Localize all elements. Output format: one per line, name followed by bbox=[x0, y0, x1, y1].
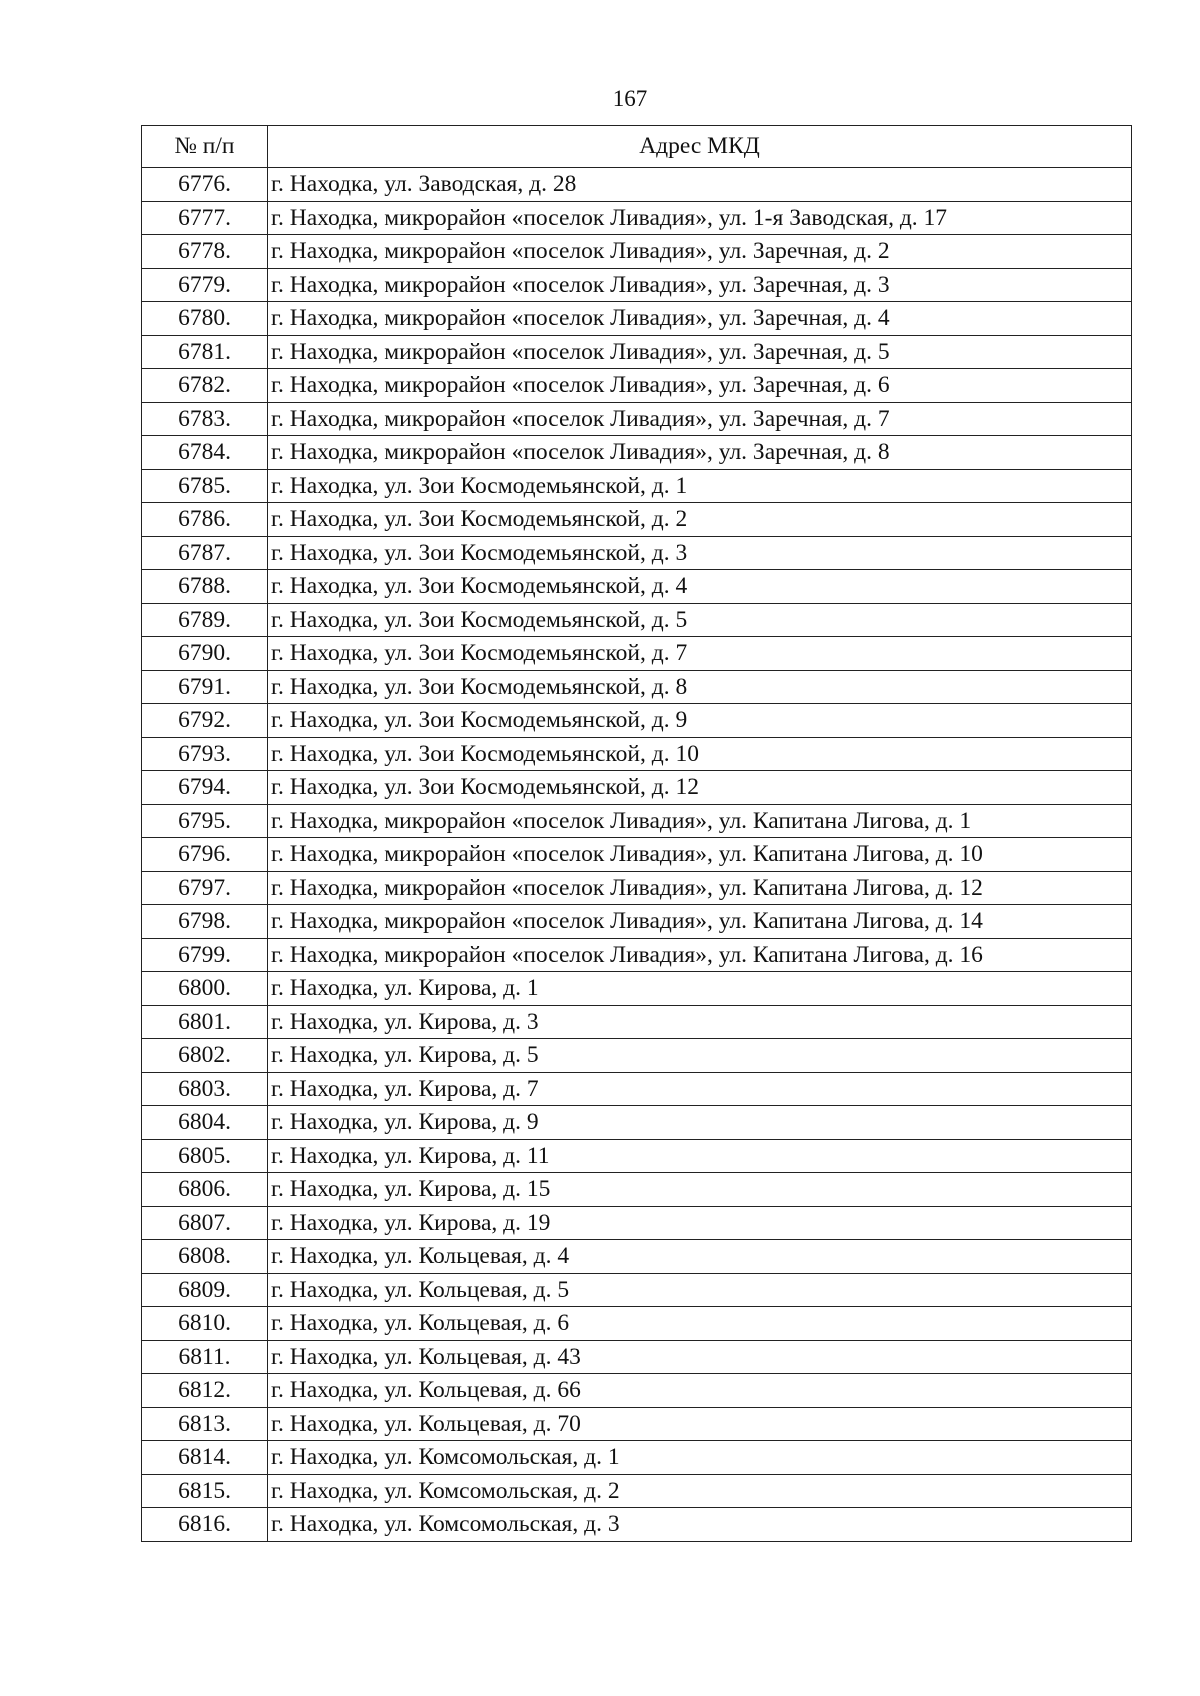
row-address: г. Находка, микрорайон «поселок Ливадия», ул. Капитана Лигова, д. 16 bbox=[268, 938, 1132, 972]
table-row bbox=[142, 905, 1132, 939]
row-address: г. Находка, ул. Кольцевая, д. 70 bbox=[268, 1407, 1132, 1441]
table-row bbox=[142, 1173, 1132, 1207]
row-number: 6786. bbox=[142, 503, 268, 537]
row-address: г. Находка, ул. Зои Космодемьянской, д. 12 bbox=[268, 771, 1132, 805]
table-row bbox=[142, 1106, 1132, 1140]
row-number: 6802. bbox=[142, 1039, 268, 1073]
row-number: 6805. bbox=[142, 1139, 268, 1173]
row-address: г. Находка, микрорайон «поселок Ливадия», ул. Заречная, д. 3 bbox=[268, 268, 1132, 302]
row-address: г. Находка, ул. Кирова, д. 7 bbox=[268, 1072, 1132, 1106]
row-number: 6816. bbox=[142, 1508, 268, 1542]
row-number: 6794. bbox=[142, 771, 268, 805]
table-row bbox=[142, 1340, 1132, 1374]
page-number: 167 bbox=[612, 86, 648, 111]
table-body bbox=[142, 168, 1132, 1542]
table-row bbox=[142, 1474, 1132, 1508]
row-address: г. Находка, ул. Зои Космодемьянской, д. 4 bbox=[268, 570, 1132, 604]
mkd-address-table bbox=[141, 125, 1132, 1542]
row-address: г. Находка, ул. Кирова, д. 19 bbox=[268, 1206, 1132, 1240]
table-row bbox=[142, 536, 1132, 570]
row-number: 6799. bbox=[142, 938, 268, 972]
row-number: 6778. bbox=[142, 235, 268, 269]
table-row bbox=[142, 704, 1132, 738]
row-number: 6814. bbox=[142, 1441, 268, 1475]
header-number: № п/п bbox=[142, 126, 268, 168]
table-row bbox=[142, 670, 1132, 704]
row-number: 6801. bbox=[142, 1005, 268, 1039]
row-number: 6776. bbox=[142, 168, 268, 202]
row-number: 6791. bbox=[142, 670, 268, 704]
table-row bbox=[142, 637, 1132, 671]
table-row bbox=[142, 804, 1132, 838]
row-number: 6813. bbox=[142, 1407, 268, 1441]
table-row bbox=[142, 1273, 1132, 1307]
table-row bbox=[142, 1039, 1132, 1073]
table-row bbox=[142, 335, 1132, 369]
row-address: г. Находка, микрорайон «поселок Ливадия», ул. 1-я Заводская, д. 17 bbox=[268, 201, 1132, 235]
row-number: 6793. bbox=[142, 737, 268, 771]
table-row bbox=[142, 1072, 1132, 1106]
table-row bbox=[142, 168, 1132, 202]
table-row bbox=[142, 436, 1132, 470]
row-number: 6812. bbox=[142, 1374, 268, 1408]
row-address: г. Находка, микрорайон «поселок Ливадия», ул. Заречная, д. 7 bbox=[268, 402, 1132, 436]
row-address: г. Находка, ул. Кирова, д. 1 bbox=[268, 972, 1132, 1006]
row-address: г. Находка, ул. Зои Космодемьянской, д. 8 bbox=[268, 670, 1132, 704]
row-number: 6787. bbox=[142, 536, 268, 570]
row-number: 6784. bbox=[142, 436, 268, 470]
row-address: г. Находка, ул. Зои Космодемьянской, д. 5 bbox=[268, 603, 1132, 637]
table-row bbox=[142, 603, 1132, 637]
table-row bbox=[142, 771, 1132, 805]
row-number: 6792. bbox=[142, 704, 268, 738]
row-address: г. Находка, ул. Кирова, д. 3 bbox=[268, 1005, 1132, 1039]
row-number: 6781. bbox=[142, 335, 268, 369]
table-row bbox=[142, 402, 1132, 436]
table-row bbox=[142, 1307, 1132, 1341]
row-number: 6795. bbox=[142, 804, 268, 838]
table-row bbox=[142, 201, 1132, 235]
row-address: г. Находка, микрорайон «поселок Ливадия», ул. Капитана Лигова, д. 1 bbox=[268, 804, 1132, 838]
row-address: г. Находка, ул. Кольцевая, д. 5 bbox=[268, 1273, 1132, 1307]
row-address: г. Находка, ул. Кольцевая, д. 43 bbox=[268, 1340, 1132, 1374]
row-address: г. Находка, ул. Зои Космодемьянской, д. 2 bbox=[268, 503, 1132, 537]
row-address: г. Находка, ул. Комсомольская, д. 1 bbox=[268, 1441, 1132, 1475]
table-row bbox=[142, 1407, 1132, 1441]
row-address: г. Находка, ул. Кольцевая, д. 66 bbox=[268, 1374, 1132, 1408]
row-address: г. Находка, микрорайон «поселок Ливадия», ул. Капитана Лигова, д. 14 bbox=[268, 905, 1132, 939]
row-address: г. Находка, микрорайон «поселок Ливадия», ул. Заречная, д. 6 bbox=[268, 369, 1132, 403]
row-address: г. Находка, ул. Кирова, д. 9 bbox=[268, 1106, 1132, 1140]
table-row bbox=[142, 1441, 1132, 1475]
row-number: 6804. bbox=[142, 1106, 268, 1140]
row-address: г. Находка, микрорайон «поселок Ливадия», ул. Капитана Лигова, д. 10 bbox=[268, 838, 1132, 872]
row-address: г. Находка, ул. Зои Космодемьянской, д. 1 bbox=[268, 469, 1132, 503]
row-address: г. Находка, ул. Комсомольская, д. 3 bbox=[268, 1508, 1132, 1542]
row-address: г. Находка, ул. Комсомольская, д. 2 bbox=[268, 1474, 1132, 1508]
table-header-row bbox=[142, 126, 1132, 168]
table-row bbox=[142, 1240, 1132, 1274]
table-row bbox=[142, 1206, 1132, 1240]
table-row bbox=[142, 1139, 1132, 1173]
row-number: 6780. bbox=[142, 302, 268, 336]
row-address: г. Находка, ул. Кирова, д. 11 bbox=[268, 1139, 1132, 1173]
table-row bbox=[142, 1005, 1132, 1039]
row-address: г. Находка, ул. Зои Космодемьянской, д. 9 bbox=[268, 704, 1132, 738]
row-address: г. Находка, ул. Кирова, д. 15 bbox=[268, 1173, 1132, 1207]
table-row bbox=[142, 302, 1132, 336]
row-address: г. Находка, микрорайон «поселок Ливадия», ул. Заречная, д. 2 bbox=[268, 235, 1132, 269]
row-address: г. Находка, микрорайон «поселок Ливадия», ул. Капитана Лигова, д. 12 bbox=[268, 871, 1132, 905]
table-row bbox=[142, 838, 1132, 872]
table-row bbox=[142, 369, 1132, 403]
row-address: г. Находка, ул. Кольцевая, д. 4 bbox=[268, 1240, 1132, 1274]
row-address: г. Находка, ул. Зои Космодемьянской, д. 10 bbox=[268, 737, 1132, 771]
row-number: 6803. bbox=[142, 1072, 268, 1106]
row-number: 6789. bbox=[142, 603, 268, 637]
row-number: 6808. bbox=[142, 1240, 268, 1274]
table-row bbox=[142, 469, 1132, 503]
row-number: 6796. bbox=[142, 838, 268, 872]
table-row bbox=[142, 871, 1132, 905]
row-address: г. Находка, ул. Зои Космодемьянской, д. 3 bbox=[268, 536, 1132, 570]
row-address: г. Находка, микрорайон «поселок Ливадия», ул. Заречная, д. 4 bbox=[268, 302, 1132, 336]
row-address: г. Находка, ул. Зои Космодемьянской, д. 7 bbox=[268, 637, 1132, 671]
table-row bbox=[142, 570, 1132, 604]
table-row bbox=[142, 503, 1132, 537]
table-row bbox=[142, 268, 1132, 302]
table-row bbox=[142, 1508, 1132, 1542]
row-number: 6777. bbox=[142, 201, 268, 235]
row-number: 6810. bbox=[142, 1307, 268, 1341]
row-number: 6806. bbox=[142, 1173, 268, 1207]
row-address: г. Находка, ул. Кирова, д. 5 bbox=[268, 1039, 1132, 1073]
row-number: 6807. bbox=[142, 1206, 268, 1240]
table-row bbox=[142, 737, 1132, 771]
row-address: г. Находка, ул. Заводская, д. 28 bbox=[268, 168, 1132, 202]
row-number: 6800. bbox=[142, 972, 268, 1006]
row-number: 6779. bbox=[142, 268, 268, 302]
row-number: 6782. bbox=[142, 369, 268, 403]
row-number: 6783. bbox=[142, 402, 268, 436]
row-number: 6811. bbox=[142, 1340, 268, 1374]
row-number: 6797. bbox=[142, 871, 268, 905]
table-row bbox=[142, 972, 1132, 1006]
row-number: 6809. bbox=[142, 1273, 268, 1307]
row-number: 6785. bbox=[142, 469, 268, 503]
row-address: г. Находка, микрорайон «поселок Ливадия», ул. Заречная, д. 5 bbox=[268, 335, 1132, 369]
header-address: Адрес МКД bbox=[268, 126, 1132, 168]
table-row bbox=[142, 938, 1132, 972]
row-number: 6815. bbox=[142, 1474, 268, 1508]
row-number: 6790. bbox=[142, 637, 268, 671]
row-number: 6798. bbox=[142, 905, 268, 939]
row-address: г. Находка, микрорайон «поселок Ливадия», ул. Заречная, д. 8 bbox=[268, 436, 1132, 470]
row-address: г. Находка, ул. Кольцевая, д. 6 bbox=[268, 1307, 1132, 1341]
table-row bbox=[142, 1374, 1132, 1408]
table-row bbox=[142, 235, 1132, 269]
row-number: 6788. bbox=[142, 570, 268, 604]
